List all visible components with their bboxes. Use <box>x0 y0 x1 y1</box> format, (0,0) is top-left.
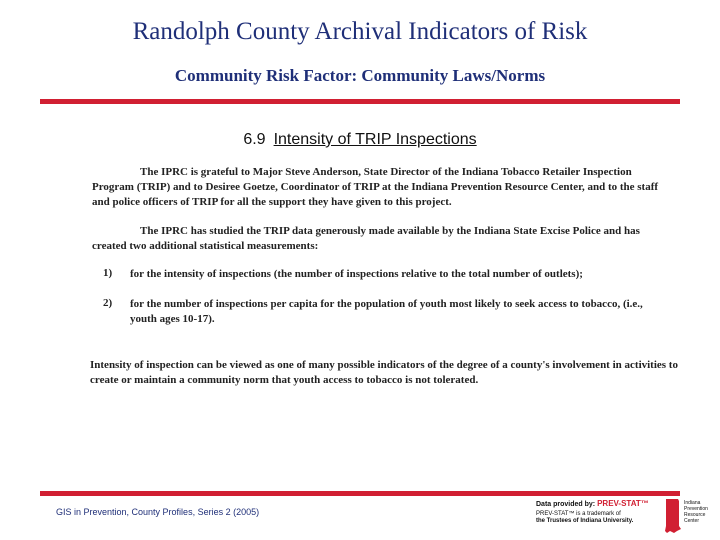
prevention-center-logo: Indiana Prevention Resource Center <box>684 500 708 524</box>
data-credit <box>536 499 656 525</box>
section-title: Intensity of TRIP Inspections <box>273 131 477 148</box>
trademark-line: PREV-STAT™ is a trademark of <box>536 511 621 517</box>
paragraph-intensity: Intensity of inspection can be viewed as one of many possible indicators of the degree of a county's involvement in activities to create or maintain a community norm that youth access to tobacco is not tolerated. <box>90 359 678 386</box>
footer-series: GIS in Prevention, County Profiles, Series 2 (2005) <box>56 507 260 517</box>
page-title: Randolph County Archival Indicators of Risk <box>132 18 588 45</box>
page-subtitle: Community Risk Factor: Community Laws/Norms <box>174 66 546 85</box>
credit-line <box>536 499 656 508</box>
indiana-map-icon <box>664 498 682 534</box>
section-number: 6.9 <box>243 131 266 148</box>
credit-prefix: Data provided by: <box>536 501 596 508</box>
paragraph-acknowledgement: The IPRC is grateful to Major Steve Anderson, State Director of the Indiana Tobacco Retailer Inspection Program (TRIP) and to Desiree Goetze, Coordinator of TRIP at the Indiana Prevention Resource Center, and to the staff and police officers of TRIP for all the support they have given to this project. <box>92 166 659 208</box>
trustees-line: the Trustees of Indiana University. <box>536 518 634 524</box>
credit-brand: PREV-STAT™ <box>597 499 649 508</box>
top-divider <box>40 99 680 104</box>
list-item-text: for the intensity of inspections (the number of inspections relative to the total number of outlets); <box>130 268 583 280</box>
list-item-number: 1) <box>103 267 113 279</box>
list-item-text: for the number of inspections per capita for the population of youth most likely to seek access to tobacco, (i.e., youth ages 10-17). <box>130 298 643 325</box>
bottom-divider <box>40 491 680 496</box>
section-heading <box>0 131 720 149</box>
paragraph-measurements: The IPRC has studied the TRIP data generously made available by the Indiana State Excise Police and has created two additional statistical measurements: <box>92 225 640 252</box>
list-item-number: 2) <box>103 297 113 309</box>
